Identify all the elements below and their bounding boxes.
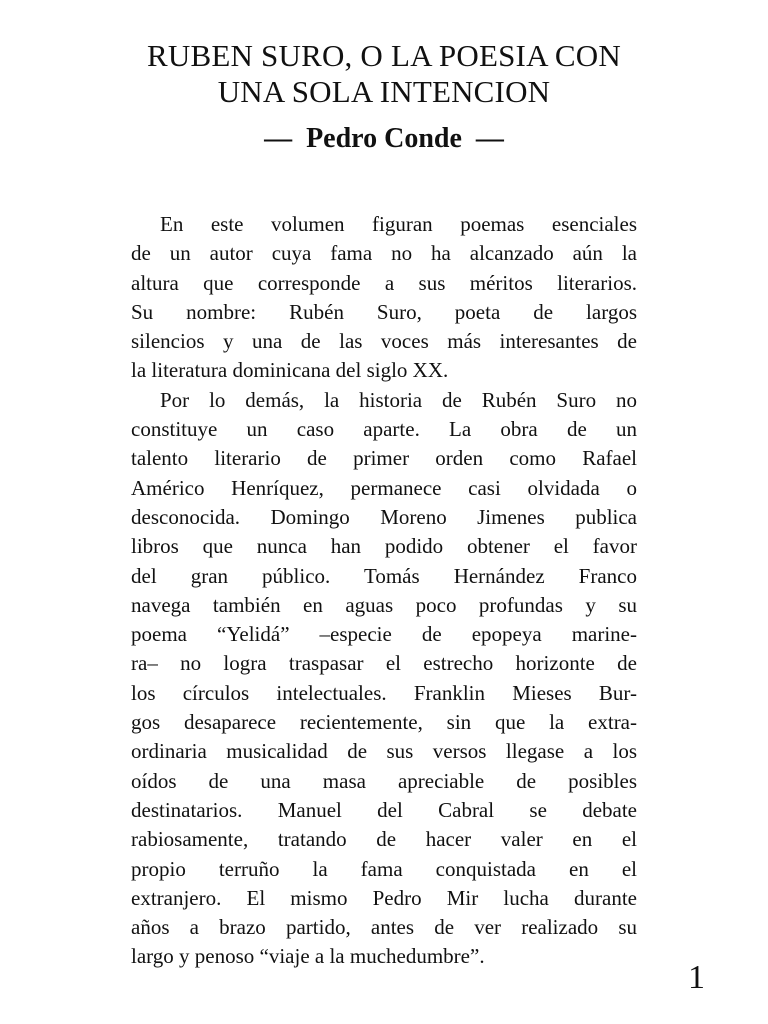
article-title <box>0 38 768 110</box>
text-line: los círculos intelectuales. Franklin Mieses Bur- <box>131 680 637 705</box>
paragraph <box>131 386 637 972</box>
author-name: Pedro Conde <box>306 123 462 154</box>
author-dash-right: — <box>475 123 504 154</box>
author-dash-left: — <box>264 123 293 154</box>
text-line: ordinaria musicalidad de sus versos llegase a los <box>131 739 637 764</box>
text-line: del gran público. Tomás Hernández Franco <box>131 563 637 588</box>
text-line: ra– no logra traspasar el estrecho horizonte de <box>131 651 637 676</box>
text-line: largo y penoso “viaje a la muchedumbre”. <box>131 944 485 969</box>
text-line: Su nombre: Rubén Suro, poeta de largos <box>131 299 637 324</box>
text-line: gos desaparece recientemente, sin que la extra- <box>131 710 637 735</box>
text-line: talento literario de primer orden como Rafael <box>131 446 637 471</box>
author-byline <box>0 122 768 156</box>
text-line: extranjero. El mismo Pedro Mir lucha durante <box>131 885 637 910</box>
text-line: años a brazo partido, antes de ver realizado su <box>131 915 637 940</box>
text-line: Américo Henríquez, permanece casi olvidada o <box>131 475 637 500</box>
text-line: libros que nunca han podido obtener el favor <box>131 534 637 559</box>
text-line: rabiosamente, tratando de hacer valer en el <box>131 827 637 852</box>
text-line: altura que corresponde a sus méritos literarios. <box>131 270 637 295</box>
text-line: la literatura dominicana del siglo XX. <box>131 358 449 383</box>
article-body <box>131 210 637 972</box>
text-line: En este volumen figuran poemas esenciales <box>160 212 637 236</box>
text-line: oídos de una masa apreciable de posibles <box>131 768 637 793</box>
text-line: destinatarios. Manuel del Cabral se debate <box>131 797 637 822</box>
text-line: poema “Yelidá” –especie de epopeya marine- <box>131 622 637 647</box>
paragraph <box>131 210 637 386</box>
title-line-1: RUBEN SURO, O LA POESIA CON <box>147 38 621 73</box>
text-line: propio terruño la fama conquistada en el <box>131 856 637 881</box>
title-line-2: UNA SOLA INTENCION <box>217 74 551 109</box>
page-number: 1 <box>688 959 705 996</box>
text-line: silencios y una de las voces más interesantes de <box>131 329 637 354</box>
text-line: Por lo demás, la historia de Rubén Suro no <box>160 387 637 412</box>
text-line: desconocida. Domingo Moreno Jimenes publica <box>131 504 637 529</box>
text-line: de un autor cuya fama no ha alcanzado aún la <box>131 241 637 266</box>
text-line: navega también en aguas poco profundas y su <box>131 592 637 617</box>
text-line: constituye un caso aparte. La obra de un <box>131 417 637 442</box>
